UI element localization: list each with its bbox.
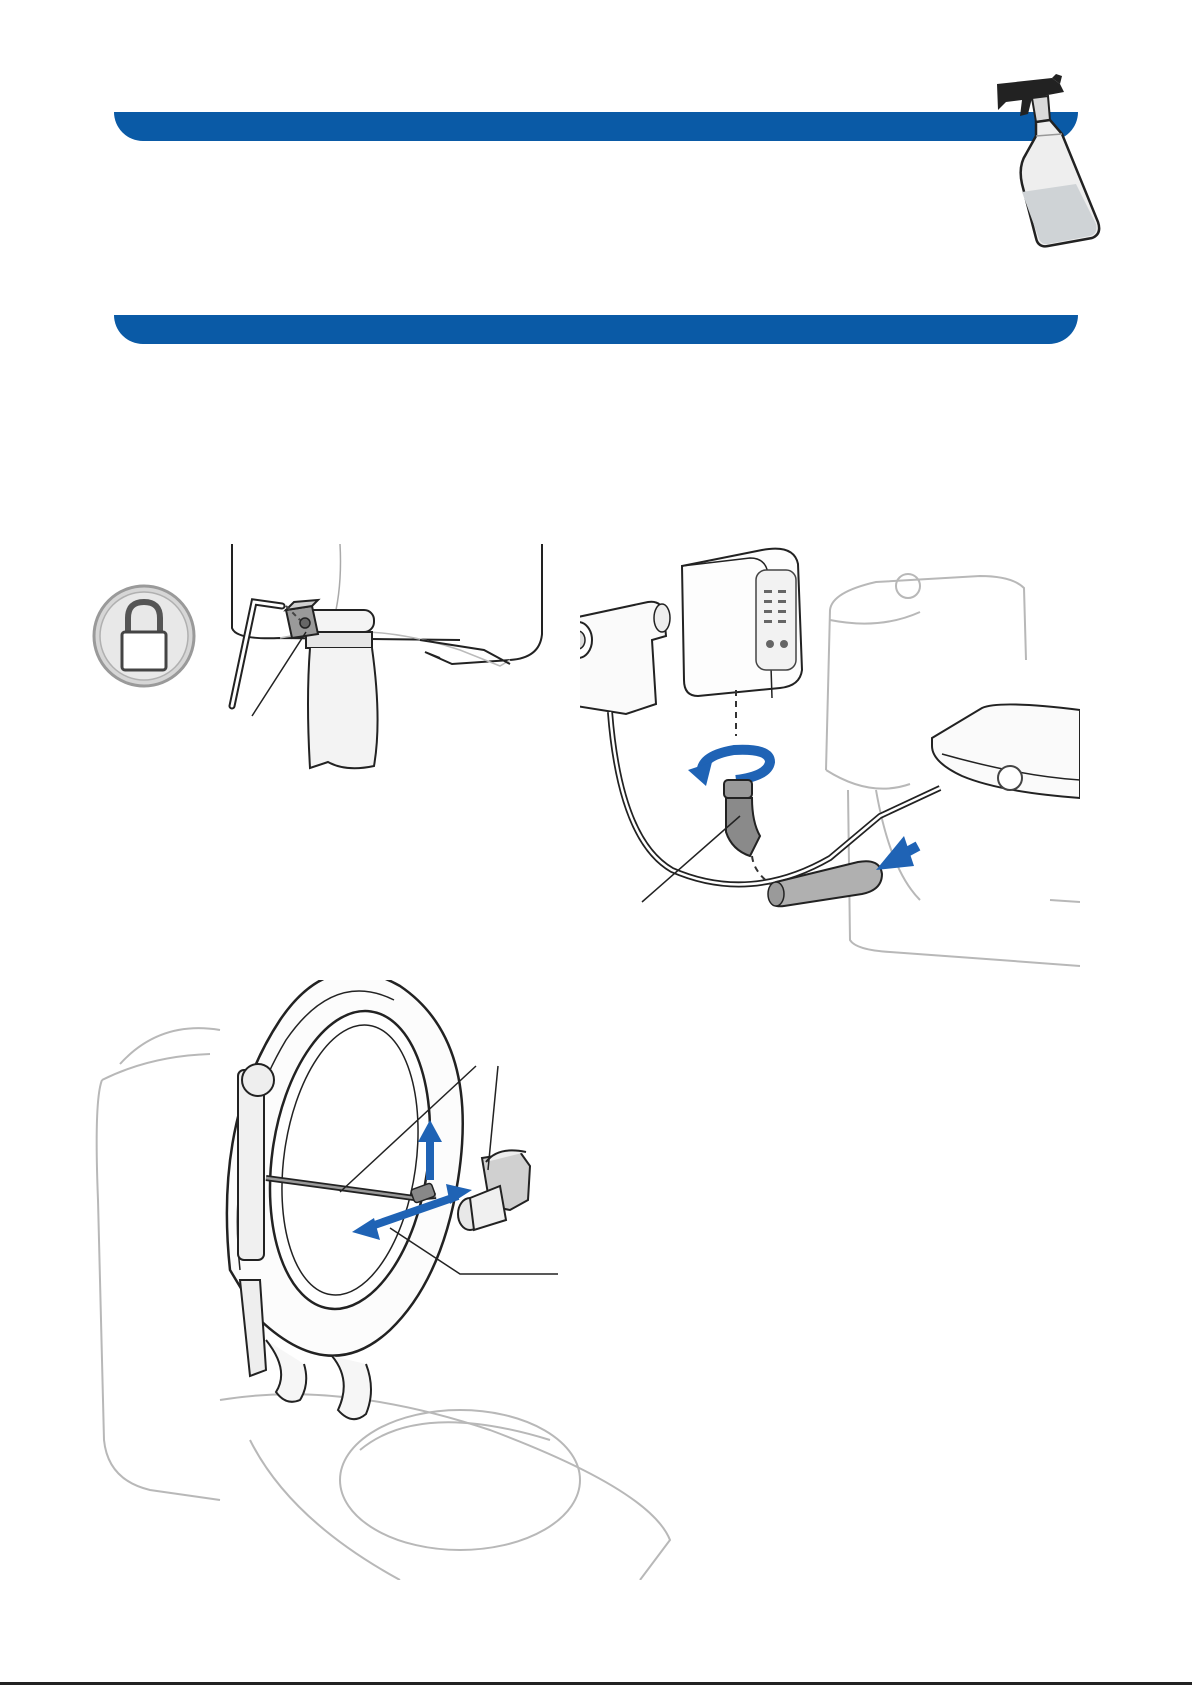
padlock-icon <box>94 586 194 686</box>
section-header-band-2 <box>114 315 1078 344</box>
spray-bottle-icon <box>992 74 1104 270</box>
section-header-band-1 <box>114 112 1078 141</box>
figure-locking-bracket <box>80 540 570 780</box>
figure-seat-cable <box>90 980 690 1580</box>
